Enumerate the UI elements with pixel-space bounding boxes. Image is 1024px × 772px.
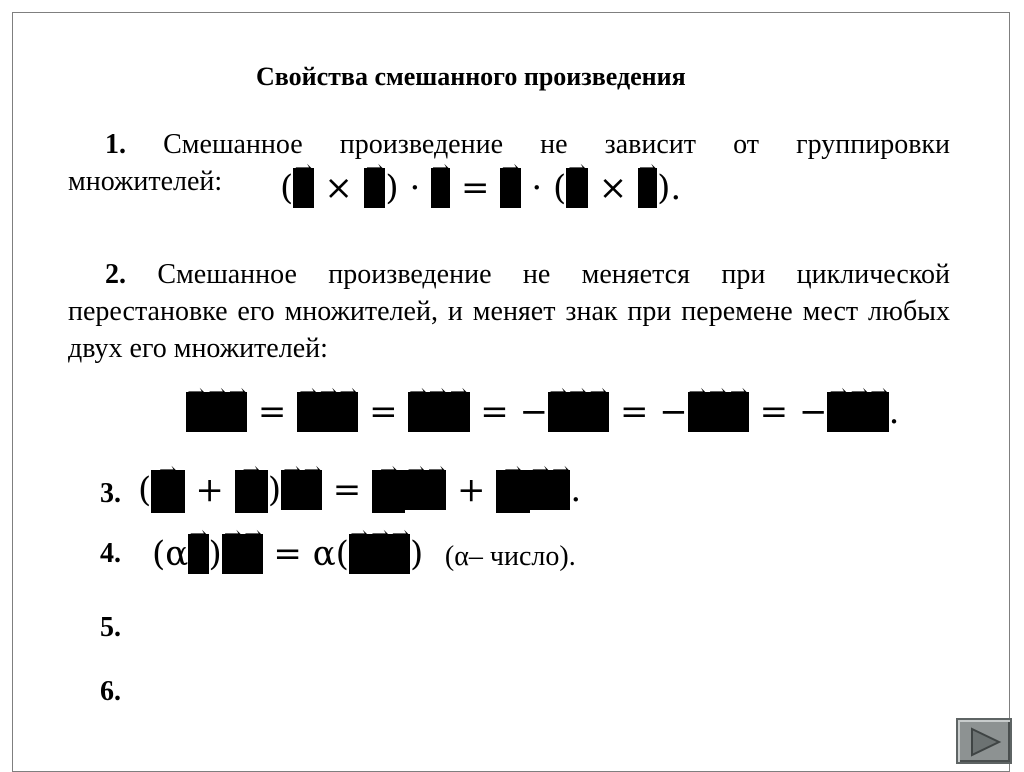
property-2-text: Смешанное произведение не меняется при циклической перестановке его множителей, и меняет знак при перемене мест любых двух его множителей: — [68, 259, 951, 364]
property-1-text: Смешанное произведение не зависит от группировки — [163, 129, 950, 160]
property-6-number: 6. — [100, 676, 121, 707]
property-4-number: 4. — [100, 538, 121, 569]
property-1-formula: (→ a × → b) · → c = → a · (→ b × → c). — [280, 168, 681, 208]
slide-title: Свойства смешанного произведения — [256, 62, 686, 91]
property-2-formula: → a→ b→ c = → b→ c→ a = → c→ a→ b = −→ a→ c→ b = −→ c→ b→ a = −→ b→ a→ c. — [186, 392, 899, 432]
property-3-formula: (→ $a_1$ + → $a_2)\to b\to c$ = → $a_1\to b\to c$ + → $a_2\to b\to c$. — [138, 470, 581, 513]
property-1-number: 1. — [105, 129, 126, 160]
property-1-label: множителей: — [68, 166, 223, 197]
property-2-number: 2. — [105, 259, 126, 290]
property-4-note: (α– число). — [444, 541, 576, 572]
property-4-formula: (α→ a)→ b→ c = α(→ a→ b→ c) (α– число). — [152, 534, 576, 574]
property-2 — [68, 256, 950, 367]
next-slide-button[interactable] — [956, 718, 1012, 764]
play-next-icon — [968, 727, 1002, 757]
property-3-number: 3. — [100, 478, 121, 509]
property-5-number: 5. — [100, 612, 121, 643]
